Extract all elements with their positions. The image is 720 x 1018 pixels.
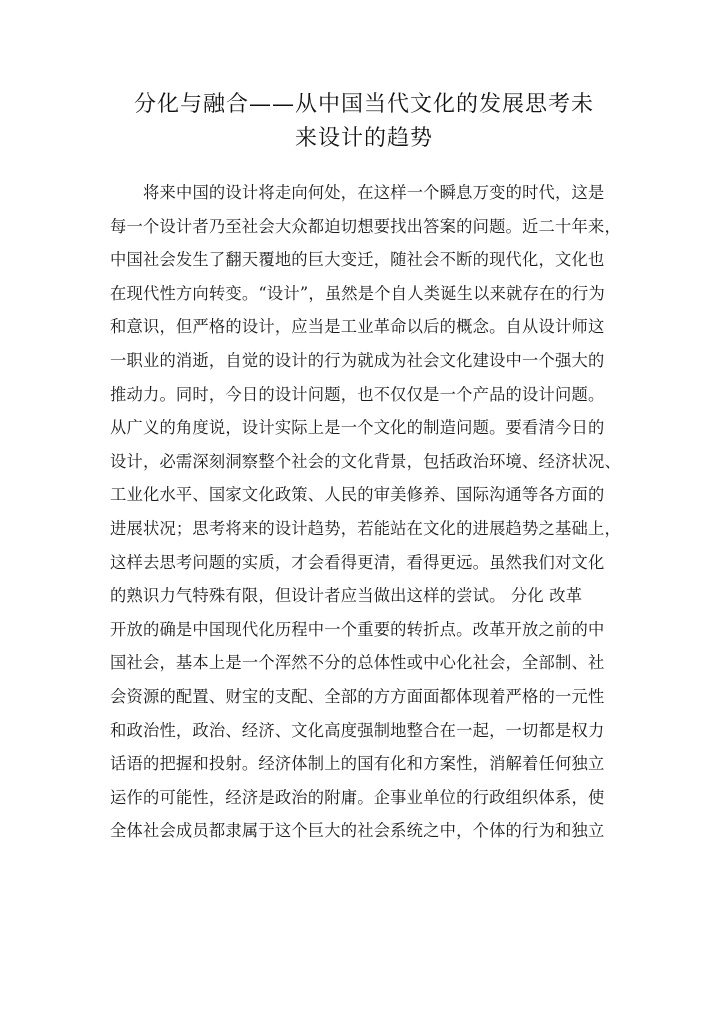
body-line: 在现代性方向转变。“设计”，虽然是个自人类诞生以来就存在的行为: [110, 283, 606, 303]
body-line: 运作的可能性，经济是政治的附庸。企事业单位的行政组织体系，使: [110, 787, 605, 807]
body-line: 和意识，但严格的设计，应当是工业革命以后的概念。自从设计师这: [110, 317, 605, 337]
body-line: 一职业的消逝，自觉的设计的行为就成为社会文化建设中一个强大的: [110, 350, 605, 370]
body-line: 设计，必需深刻洞察整个社会的文化背景，包括政治环境、经济状况、: [110, 451, 621, 471]
body-line: 这样去思考问题的实质，才会看得更清，看得更远。虽然我们对文化: [110, 552, 605, 572]
body-line: 每一个设计者乃至社会大众都迫切想要找出答案的问题。近二十年来，: [110, 216, 621, 236]
body-line: 工业化水平、国家文化政策、人民的审美修养、国际沟通等各方面的: [110, 485, 605, 505]
body-line: 会资源的配置、财宝的支配、全部的方方面面都体现着严格的一元性: [110, 686, 605, 706]
document-body: [110, 176, 621, 848]
body-line: 将来中国的设计将走向何处，在这样一个瞬息万变的时代，这是: [143, 183, 605, 202]
body-line: 从广义的角度说，设计实际上是一个文化的制造问题。要看清今日的: [110, 418, 605, 438]
title-line: 分化与融合——从中国当代文化的发展思考未: [133, 92, 594, 117]
body-line: 全体社会成员都隶属于这个巨大的社会系统之中，个体的行为和独立: [110, 821, 605, 841]
document-title: [108, 88, 620, 156]
body-line: 进展状况；思考将来的设计趋势，若能站在文化的进展趋势之基础上，: [110, 518, 621, 538]
body-line: 和政治性，政治、经济、文化高度强制地整合在一起，一切都是权力: [110, 720, 605, 740]
body-line: 中国社会发生了翻天覆地的巨大变迁，随社会不断的现代化，文化也: [110, 250, 605, 270]
title-line: 来设计的趋势: [294, 126, 433, 151]
body-line: 话语的把握和投射。经济体制上的国有化和方案性，消解着任何独立: [110, 754, 605, 774]
body-line: 的熟识力气特殊有限，但设计者应当做出这样的尝试。 分化 改革: [110, 586, 583, 606]
body-line: 推动力。同时，今日的设计问题，也不仅仅是一个产品的设计问题。: [110, 384, 605, 404]
body-line: 开放的确是中国现代化历程中一个重要的转折点。改革开放之前的中: [110, 619, 605, 639]
body-line: 国社会，基本上是一个浑然不分的总体性或中心化社会，全部制、社: [110, 653, 605, 673]
